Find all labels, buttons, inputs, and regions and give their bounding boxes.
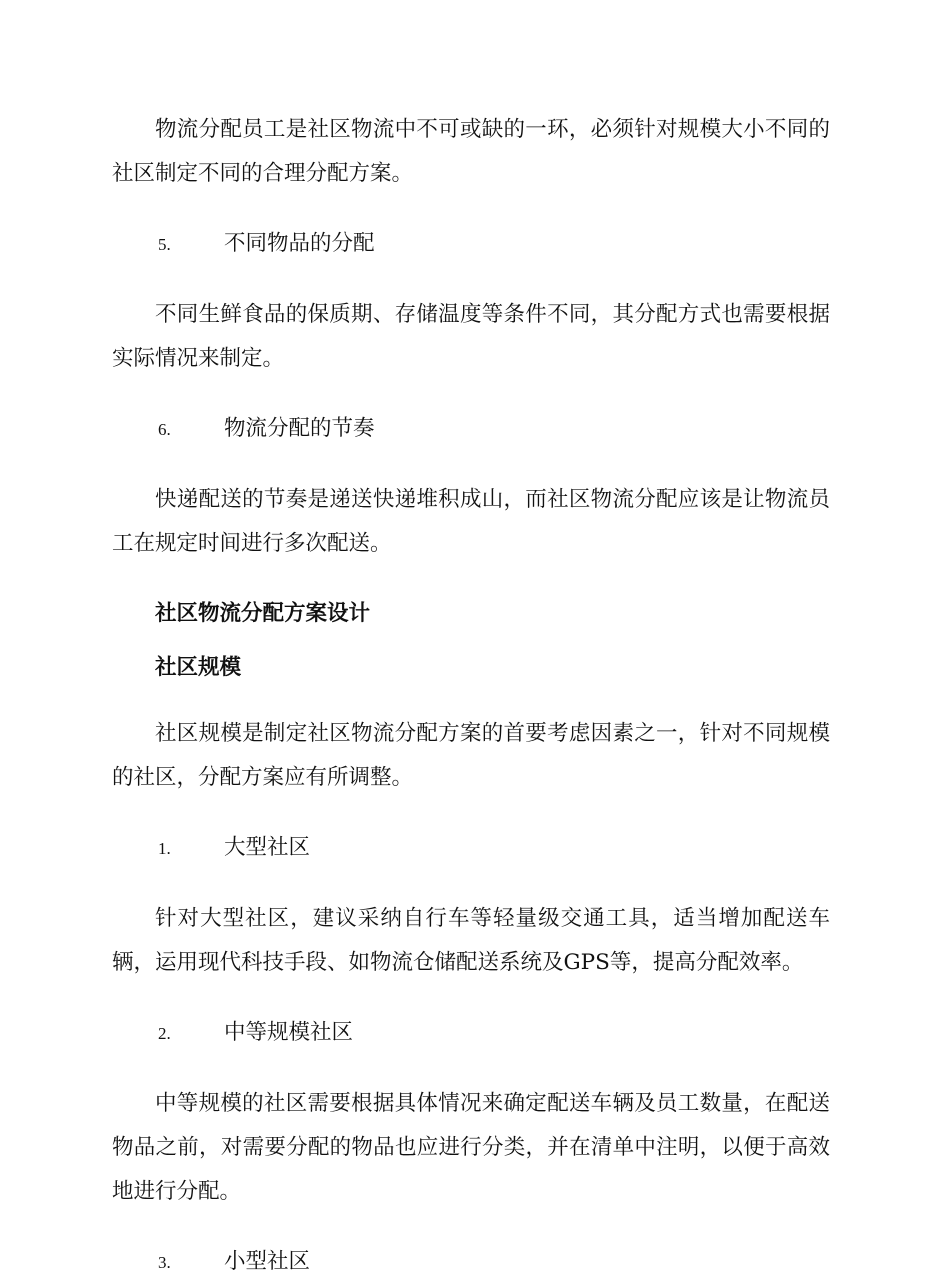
section-heading: 社区物流分配方案设计 [155,601,371,626]
list-item-medium-community [112,1011,830,1056]
list-label: 小型社区 [224,1249,311,1274]
list-number: 5. [158,235,171,254]
list-number: 1. [158,839,171,858]
paragraph-rhythm: 快递配送的节奏是递送快递堆积成山，而社区物流分配应该是让物流员工在规定时间进行多次配送。 [112,487,830,556]
paragraph-large-community: 针对大型社区，建议采纳自行车等轻量级交通工具，适当增加配送车辆，运用现代科技手段、如物流仓储配送系统及GPS等，提高分配效率。 [112,906,830,975]
paragraph-goods-allocation: 不同生鲜食品的保质期、存储温度等条件不同，其分配方式也需要根据实际情况来制定。 [112,302,830,371]
list-item-goods-allocation [112,222,830,267]
subsection-heading: 社区规模 [155,655,242,680]
paragraph-community-scale: 社区规模是制定社区物流分配方案的首要考虑因素之一，针对不同规模的社区，分配方案应有所调整。 [112,721,830,790]
list-item-rhythm [112,407,830,452]
list-label: 中等规模社区 [224,1020,354,1045]
list-label: 大型社区 [224,835,311,860]
list-item-large-community [112,826,830,871]
list-item-small-community [112,1240,830,1285]
paragraph-staff-allocation: 物流分配员工是社区物流中不可或缺的一环，必须针对规模大小不同的社区制定不同的合理分配方案。 [112,117,830,186]
list-number: 6. [158,420,171,439]
list-label: 不同物品的分配 [224,231,375,256]
list-number: 2. [158,1024,171,1043]
list-number: 3. [158,1253,171,1272]
paragraph-medium-community: 中等规模的社区需要根据具体情况来确定配送车辆及员工数量，在配送物品之前，对需要分配的物品也应进行分类，并在清单中注明，以便于高效地进行分配。 [112,1091,830,1204]
list-label: 物流分配的节奏 [224,416,375,441]
